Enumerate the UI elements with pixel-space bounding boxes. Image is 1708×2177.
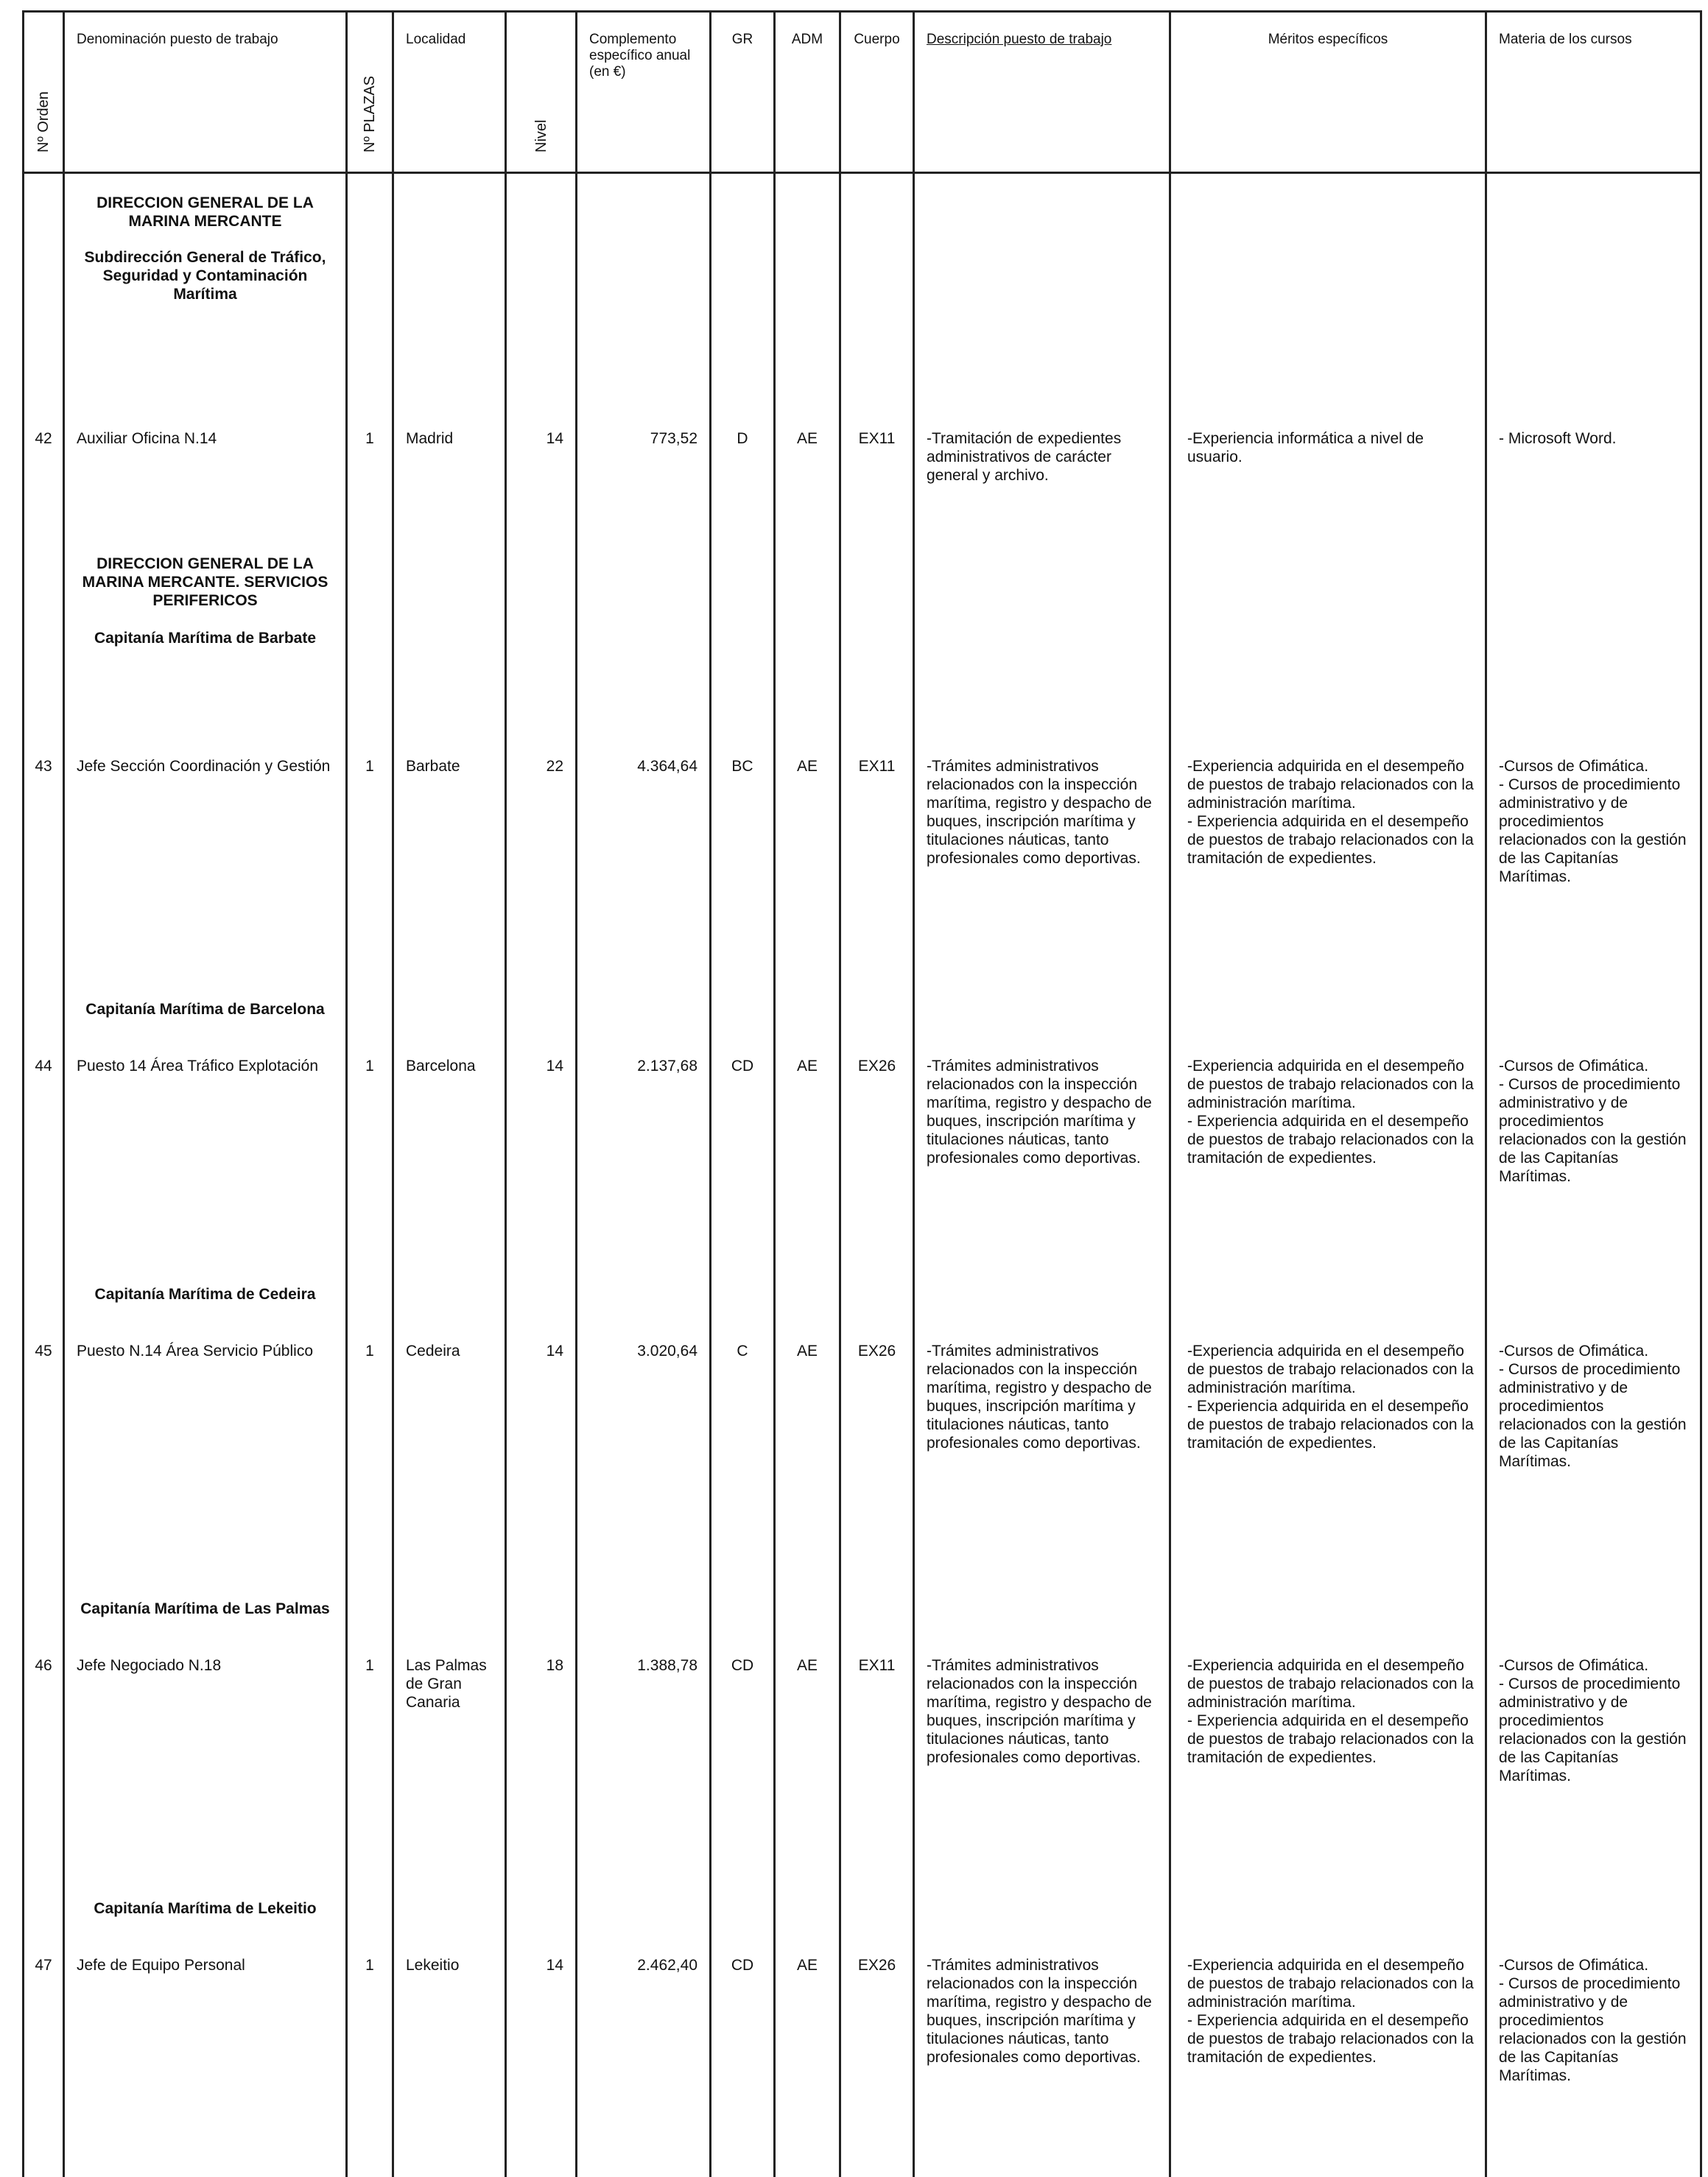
cell-materia: -Cursos de Ofimática. - Cursos de procedimiento administrativo y de procedimientos relacionados con la gestión de las Capitanías Marítimas. — [1486, 1057, 1701, 1285]
table-row — [24, 1057, 1701, 1285]
cell-nivel: 14 — [506, 429, 577, 555]
cell-materia: -Cursos de Ofimática. - Cursos de procedimiento administrativo y de procedimientos relacionados con la gestión de las Capitanías Marítimas. — [1486, 757, 1701, 1000]
section-title: DIRECCION GENERAL DE LA MARINA MERCANTE — [96, 194, 314, 230]
cell-plazas: 1 — [347, 1342, 393, 1600]
cell-gr: CD — [711, 1956, 775, 2177]
cell-gr: C — [711, 1342, 775, 1600]
cell-nivel: 22 — [506, 757, 577, 1000]
cell-cuerpo: EX26 — [840, 1956, 914, 2177]
cell-adm: AE — [775, 1956, 840, 2177]
cell-nivel: 14 — [506, 1057, 577, 1285]
table-row — [24, 1956, 1701, 2177]
cell-nivel: 18 — [506, 1656, 577, 1899]
header-cuerpo: Cuerpo — [840, 12, 914, 173]
header-plazas: Nº PLAZAS — [347, 12, 393, 173]
section-row — [24, 1285, 1701, 1321]
section-row — [24, 555, 1701, 736]
section-row — [24, 1899, 1701, 1935]
cell-orden: 43 — [24, 757, 64, 1000]
cell-orden: 47 — [24, 1956, 64, 2177]
table-row — [24, 1656, 1701, 1899]
cell-denominacion: Puesto N.14 Área Servicio Público — [64, 1342, 347, 1600]
cell-orden: 46 — [24, 1656, 64, 1899]
cell-descripcion: -Trámites administrativos relacionados con la inspección marítima, registro y despacho de buques, inscripción marítima y titulaciones náuticas, tanto profesionales como deportivas. — [914, 1656, 1170, 1899]
section-subtitle: Capitanía Marítima de Lekeitio — [94, 1899, 317, 1917]
cell-complemento: 2.137,68 — [577, 1057, 711, 1285]
cell-orden: 42 — [24, 429, 64, 555]
header-gr: GR — [711, 12, 775, 173]
cell-cuerpo: EX11 — [840, 757, 914, 1000]
cell-cuerpo: EX26 — [840, 1342, 914, 1600]
cell-complemento: 1.388,78 — [577, 1656, 711, 1899]
section-row — [24, 1600, 1701, 1636]
header-adm: ADM — [775, 12, 840, 173]
cell-descripcion: -Trámites administrativos relacionados con la inspección marítima, registro y despacho de buques, inscripción marítima y titulaciones náuticas, tanto profesionales como deportivas. — [914, 757, 1170, 1000]
cell-descripcion: -Trámites administrativos relacionados con la inspección marítima, registro y despacho de buques, inscripción marítima y titulaciones náuticas, tanto profesionales como deportivas. — [914, 1342, 1170, 1600]
section-subtitle: Capitanía Marítima de Cedeira — [94, 1285, 316, 1303]
cell-meritos: -Experiencia adquirida en el desempeño de puestos de trabajo relacionados con la administración marítima. - Experiencia adquirida en el desempeño de puestos de trabajo relacionados con la tramitación de expedientes. — [1170, 1956, 1486, 2177]
cell-complemento: 4.364,64 — [577, 757, 711, 1000]
cell-complemento: 3.020,64 — [577, 1342, 711, 1600]
cell-adm: AE — [775, 1057, 840, 1285]
cell-cuerpo: EX11 — [840, 1656, 914, 1899]
cell-denominacion: Jefe Sección Coordinación y Gestión — [64, 757, 347, 1000]
cell-meritos: -Experiencia adquirida en el desempeño de puestos de trabajo relacionados con la administración marítima. - Experiencia adquirida en el desempeño de puestos de trabajo relacionados con la tramitación de expedientes. — [1170, 1057, 1486, 1285]
header-meritos: Méritos específicos — [1170, 12, 1486, 173]
cell-plazas: 1 — [347, 1057, 393, 1285]
table-row — [24, 1342, 1701, 1600]
section-subtitle: Subdirección General de Tráfico, Seguridad y Contaminación Marítima — [84, 248, 326, 303]
header-complemento: Complemento específico anual (en €) — [577, 12, 711, 173]
cell-orden: 45 — [24, 1342, 64, 1600]
cell-adm: AE — [775, 757, 840, 1000]
cell-denominacion: Auxiliar Oficina N.14 — [64, 429, 347, 555]
cell-descripcion: -Trámites administrativos relacionados con la inspección marítima, registro y despacho de buques, inscripción marítima y titulaciones náuticas, tanto profesionales como deportivas. — [914, 1057, 1170, 1285]
cell-localidad: Barbate — [393, 757, 506, 1000]
cell-gr: D — [711, 429, 775, 555]
cell-materia: -Cursos de Ofimática. - Cursos de procedimiento administrativo y de procedimientos relacionados con la gestión de las Capitanías Marítimas. — [1486, 1956, 1701, 2177]
cell-orden: 44 — [24, 1057, 64, 1285]
cell-meritos: -Experiencia adquirida en el desempeño de puestos de trabajo relacionados con la administración marítima. - Experiencia adquirida en el desempeño de puestos de trabajo relacionados con la tramitación de expedientes. — [1170, 1342, 1486, 1600]
cell-localidad: Barcelona — [393, 1057, 506, 1285]
header-denominacion: Denominación puesto de trabajo — [64, 12, 347, 173]
cell-adm: AE — [775, 429, 840, 555]
cell-localidad: Cedeira — [393, 1342, 506, 1600]
header-materia: Materia de los cursos — [1486, 12, 1701, 173]
cell-nivel: 14 — [506, 1342, 577, 1600]
header-descripcion: Descripción puesto de trabajo — [914, 12, 1170, 173]
section-row — [24, 1000, 1701, 1036]
cell-plazas: 1 — [347, 757, 393, 1000]
cell-cuerpo: EX11 — [840, 429, 914, 555]
cell-plazas: 1 — [347, 429, 393, 555]
cell-denominacion: Jefe Negociado N.18 — [64, 1656, 347, 1899]
cell-plazas: 1 — [347, 1656, 393, 1899]
cell-gr: CD — [711, 1057, 775, 1285]
header-orden: Nº Orden — [24, 12, 64, 173]
section-subtitle: Capitanía Marítima de Las Palmas — [80, 1600, 330, 1617]
cell-materia: - Microsoft Word. — [1486, 429, 1701, 555]
cell-localidad: Las Palmas de Gran Canaria — [393, 1656, 506, 1899]
table-row — [24, 757, 1701, 1000]
cell-nivel: 14 — [506, 1956, 577, 2177]
cell-meritos: -Experiencia adquirida en el desempeño de puestos de trabajo relacionados con la administración marítima. - Experiencia adquirida en el desempeño de puestos de trabajo relacionados con la tramitación de expedientes. — [1170, 757, 1486, 1000]
cell-meritos: -Experiencia informática a nivel de usuario. — [1170, 429, 1486, 555]
cell-complemento: 2.462,40 — [577, 1956, 711, 2177]
cell-denominacion: Jefe de Equipo Personal — [64, 1956, 347, 2177]
cell-localidad: Madrid — [393, 429, 506, 555]
header-localidad: Localidad — [393, 12, 506, 173]
cell-gr: BC — [711, 757, 775, 1000]
cell-descripcion: -Trámites administrativos relacionados con la inspección marítima, registro y despacho de buques, inscripción marítima y titulaciones náuticas, tanto profesionales como deportivas. — [914, 1956, 1170, 2177]
cell-denominacion: Puesto 14 Área Tráfico Explotación — [64, 1057, 347, 1285]
job-positions-table — [22, 10, 1702, 2177]
section-title: DIRECCION GENERAL DE LA MARINA MERCANTE. SERVICIOS PERIFERICOS — [82, 555, 328, 609]
section-subtitle: Capitanía Marítima de Barcelona — [85, 1000, 325, 1018]
cell-cuerpo: EX26 — [840, 1057, 914, 1285]
header-nivel: Nivel — [506, 12, 577, 173]
section-subtitle: Capitanía Marítima de Barbate — [94, 629, 317, 647]
cell-gr: CD — [711, 1656, 775, 1899]
cell-descripcion: -Tramitación de expedientes administrativos de carácter general y archivo. — [914, 429, 1170, 555]
table-header-row — [24, 12, 1701, 173]
cell-complemento: 773,52 — [577, 429, 711, 555]
cell-plazas: 1 — [347, 1956, 393, 2177]
cell-adm: AE — [775, 1656, 840, 1899]
cell-materia: -Cursos de Ofimática. - Cursos de procedimiento administrativo y de procedimientos relacionados con la gestión de las Capitanías Marítimas. — [1486, 1342, 1701, 1600]
cell-adm: AE — [775, 1342, 840, 1600]
cell-materia: -Cursos de Ofimática. - Cursos de procedimiento administrativo y de procedimientos relacionados con la gestión de las Capitanías Marítimas. — [1486, 1656, 1701, 1899]
cell-meritos: -Experiencia adquirida en el desempeño de puestos de trabajo relacionados con la administración marítima. - Experiencia adquirida en el desempeño de puestos de trabajo relacionados con la tramitación de expedientes. — [1170, 1656, 1486, 1899]
section-row — [24, 194, 1701, 409]
table-row — [24, 429, 1701, 555]
cell-localidad: Lekeitio — [393, 1956, 506, 2177]
